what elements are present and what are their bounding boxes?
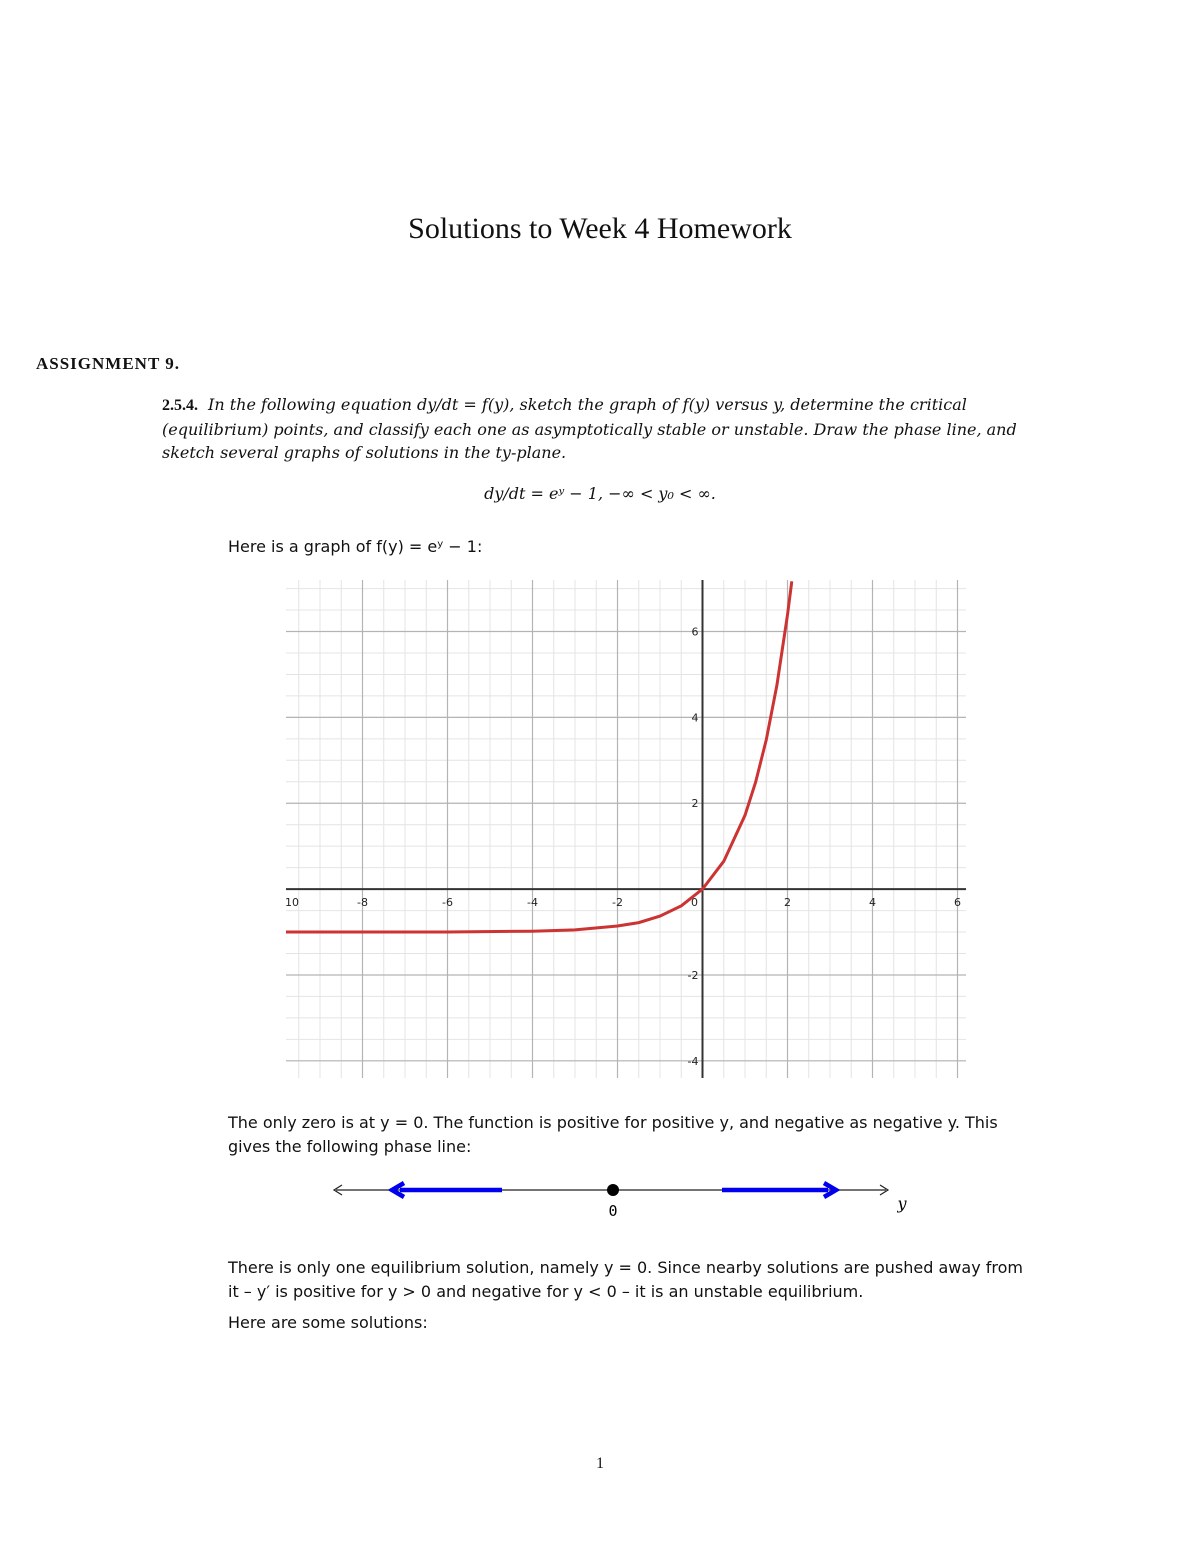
x-tick-label: 4 [869, 896, 876, 910]
right-blue-arrow [722, 1183, 836, 1197]
curve-line [286, 581, 792, 932]
main-equation: dy/dt = eʸ − 1, −∞ < y₀ < ∞. [484, 484, 716, 503]
page-number: 1 [596, 1455, 604, 1472]
function-plot [282, 580, 972, 1080]
y-tick-label: -2 [687, 968, 699, 982]
problem-number: 2.5.4. [162, 397, 198, 414]
y-tick-label: 4 [691, 711, 699, 725]
x-tick-label: 2 [784, 896, 791, 910]
y-tick-label: 2 [691, 797, 699, 811]
axes [286, 580, 966, 1078]
origin-tick-label: 0 [691, 896, 698, 910]
stability-explanation: There is only one equilibrium solution, namely y = 0. Since nearby solutions are pushed away from it – y′ is positive for y > 0 and negative for y < 0 – it is an unstable equilibrium. [228, 1258, 1023, 1301]
x-tick-label: 10 [285, 896, 299, 910]
problem-text: In the following equation dy/dt = f(y), sketch the graph of f(y) versus y, determine the critical (equilibrium) points, and classify each one as asymptotically stable or unstable. Draw the phase line, and sketch several graphs of solutions in the ty-plane. [162, 395, 1017, 462]
left-blue-arrow [392, 1183, 502, 1197]
graph-intro: Here is a graph of f(y) = eʸ − 1: [228, 537, 483, 556]
phase-line [330, 1175, 930, 1235]
x-tick-label: -4 [527, 896, 538, 910]
y-tick-label: -4 [687, 1054, 699, 1068]
phase-axis-label: y [897, 1194, 907, 1213]
grid-major [286, 580, 966, 1078]
zero-explanation: The only zero is at y = 0. The function is positive for positive y, and negative as negative y. This gives the following phase line: [228, 1113, 998, 1156]
grid-minor [286, 580, 966, 1078]
page-title: Solutions to Week 4 Homework [408, 212, 792, 245]
x-tick-label: -6 [442, 896, 453, 910]
equilibrium-label: 0 [608, 1202, 618, 1220]
x-tick-label: -2 [612, 896, 623, 910]
x-tick-label: 6 [954, 896, 961, 910]
y-tick-label: 6 [691, 625, 699, 639]
assignment-heading: ASSIGNMENT 9. [36, 354, 180, 373]
x-tick-label: -8 [357, 896, 368, 910]
equilibrium-point [607, 1184, 619, 1196]
problem-statement [162, 393, 1032, 465]
solutions-intro: Here are some solutions: [228, 1313, 428, 1332]
